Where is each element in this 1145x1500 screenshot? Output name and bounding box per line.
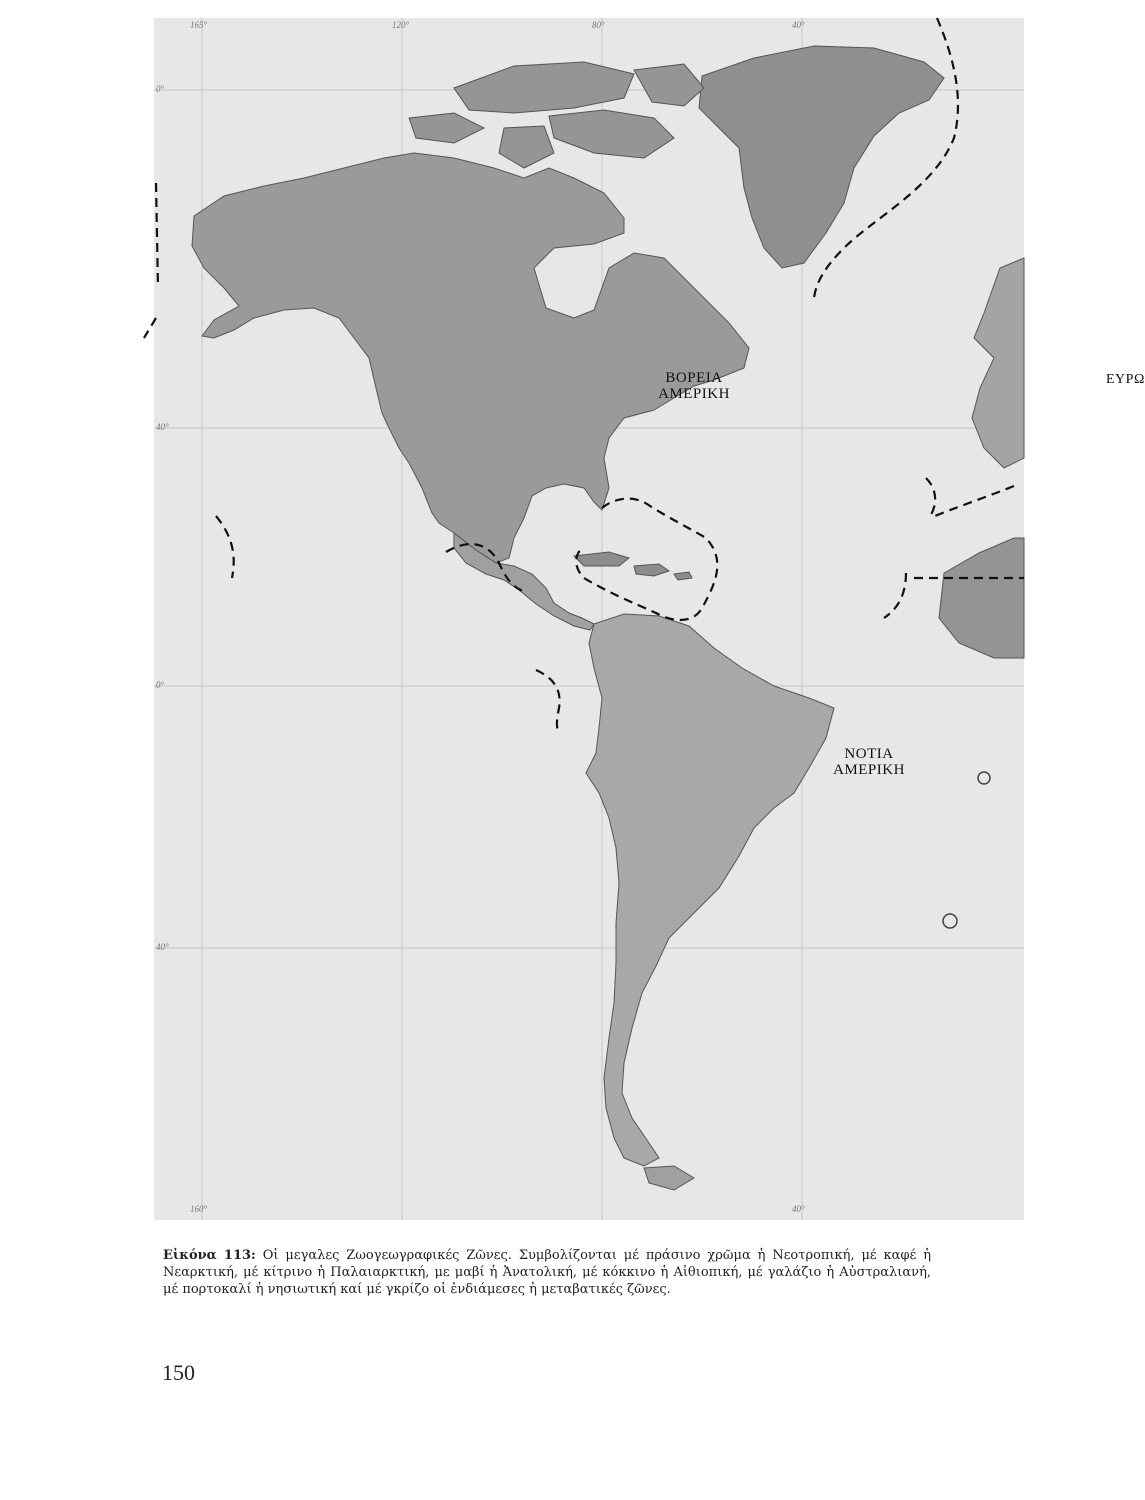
graticule-label-top-2: 120° (392, 20, 410, 30)
label-south-america-line2: ΑΜΕΡΙΚΗ (833, 762, 905, 778)
graticule-label-bottom-1: 160° (190, 1204, 208, 1214)
label-north-america-line1: ΒΟΡΕΙΑ (665, 370, 723, 386)
map-frame (154, 18, 1145, 1220)
label-south-america (814, 746, 924, 778)
caption-text: Οἱ μεγαλες Ζωογεωγραφικές Ζῶνες. Συμβολίζονται μέ πράσινο χρῶμα ἡ Νεοτροπική, μέ καφέ ἡ Νεαρκτική, μέ κίτρινο ἡ Παλαιαρκτική, με μαβί ἡ Ἀνατολική, μέ κόκκινο ἡ Αἰθιοπική, μέ γαλάζιο ἡ Αὐστραλιανή, μέ πορτοκαλί ἡ νησιωτική καί μέ γκρίζο οἱ ἐνδιάμεσες ἡ μεταβατικές ζῶνες. (163, 1248, 931, 1297)
atlantic-islands (943, 772, 990, 928)
americas-map (154, 18, 1024, 1220)
label-europe: ΕΥΡΩ (1106, 372, 1145, 387)
graticule-label-left-1: 0° (156, 84, 165, 94)
graticule-label-top-3: 80° (592, 20, 605, 30)
graticule-label-left-2: 40° (156, 422, 169, 432)
caribbean-islands (574, 552, 692, 580)
arctic-islands (409, 62, 704, 168)
graticule-label-bottom-2: 40° (792, 1204, 805, 1214)
graticule-label-top-1: 165° (190, 20, 208, 30)
caption-label: Εἰκόνα 113: (163, 1248, 256, 1263)
greenland-landmass (699, 46, 944, 268)
graticule-label-left-3: 0° (156, 680, 165, 690)
africa-edge (939, 538, 1024, 658)
tierra-del-fuego (644, 1166, 694, 1190)
figure-caption (163, 1247, 931, 1298)
graticule-label-left-4: 40° (156, 942, 169, 952)
label-north-america (634, 370, 754, 402)
north-america-landmass (192, 153, 749, 563)
label-south-america-line1: ΝΟΤΙΑ (844, 746, 894, 762)
europe-edge (972, 258, 1024, 468)
label-north-america-line2: ΑΜΕΡΙΚΗ (658, 386, 730, 402)
graticule-label-top-4: 40° (792, 20, 805, 30)
page-number: 150 (162, 1360, 195, 1385)
south-america-landmass (586, 614, 834, 1166)
